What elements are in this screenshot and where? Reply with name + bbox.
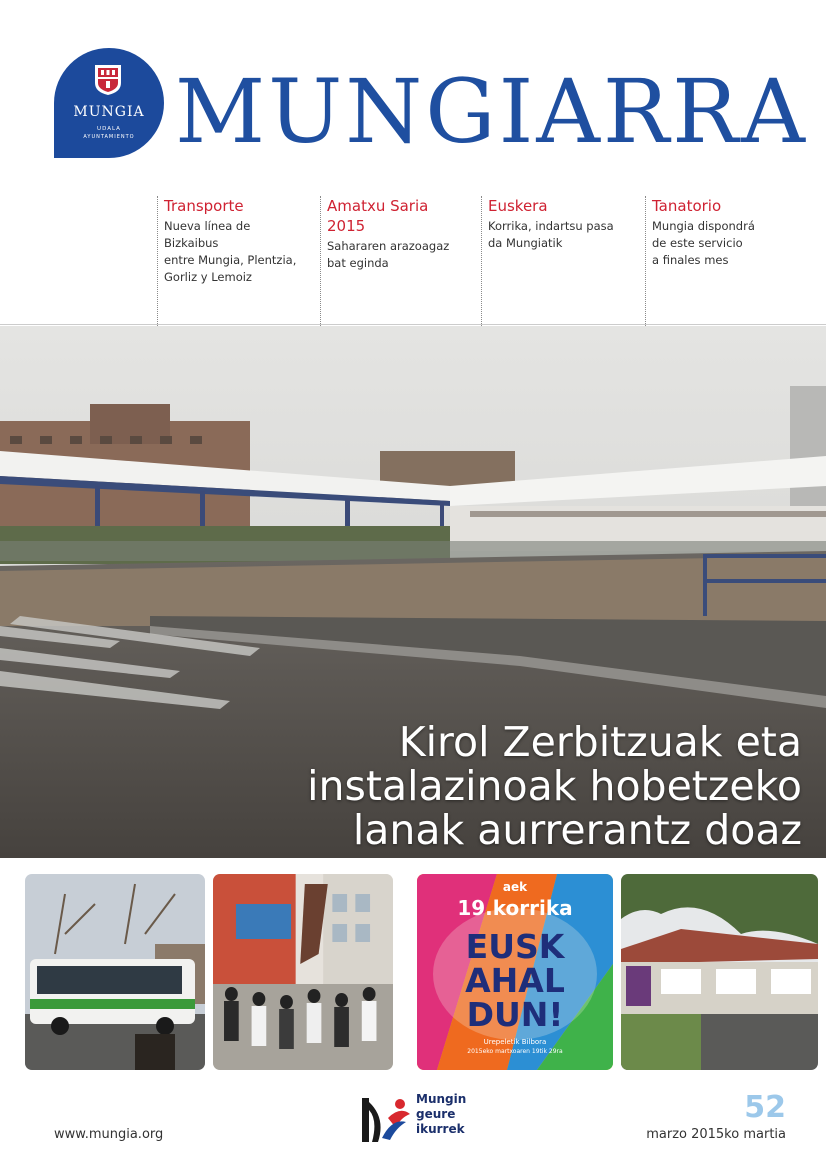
coat-of-arms-icon (95, 65, 121, 95)
website-link[interactable]: www.mungia.org (54, 1127, 164, 1142)
poster-slogan: EUSK AHAL DUN! (465, 927, 565, 1034)
teaser-body: Korrika, indartsu pasa da Mungiatik (488, 219, 614, 250)
teaser-tanatorio[interactable] (645, 196, 795, 342)
cover-headline: Kirol Zerbitzuak eta instalazinoak hobetzeko lanak aurrerantz doaz (307, 718, 802, 854)
teaser-title: Euskera (488, 197, 548, 215)
thumbnail-building[interactable] (621, 874, 818, 1070)
mungin-geure-ikurrek-logo (356, 1088, 414, 1144)
issue-date: marzo 2015ko martia (646, 1127, 786, 1142)
divider (0, 324, 826, 325)
teaser-title: Amatxu Saria 2015 (327, 197, 429, 235)
masthead-title: MUNGIARRA (175, 60, 808, 163)
poster-dates: 2015eko martxoaren 19tik 29ra (467, 1048, 563, 1055)
teaser-title: Tanatorio (652, 197, 722, 215)
poster-title: 19.korrika (457, 896, 573, 920)
teaser-euskera[interactable] (481, 196, 631, 342)
logo-subtitle-udala: UDALA (97, 126, 121, 132)
thumbnail-festival[interactable] (213, 874, 393, 1070)
teaser-amatxu-saria[interactable] (320, 196, 470, 342)
logo-name: MUNGIA (73, 104, 145, 120)
thumbnail-korrika-poster[interactable] (417, 874, 613, 1070)
logo-subtitle-ayuntamiento: AYUNTAMIENTO (83, 134, 135, 140)
issue-number: 52 (744, 1090, 786, 1125)
thumbnail-bus[interactable] (25, 874, 205, 1070)
poster-route: Urepeletik Bilbora (483, 1038, 547, 1046)
poster-org: aek (502, 880, 528, 894)
mungia-logo (54, 48, 164, 158)
footer-logo-text: Mungin geure ikurrek (416, 1092, 467, 1136)
teaser-body: Mungia dispondrá de este servicio a finales mes (652, 219, 755, 267)
teaser-title: Transporte (164, 197, 244, 215)
teaser-body: Sahararen arazoagaz bat eginda (327, 239, 450, 270)
teaser-body: Nueva línea de Bizkaibus entre Mungia, Plentzia, Gorliz y Lemoiz (164, 219, 297, 284)
teaser-transporte[interactable] (157, 196, 307, 342)
